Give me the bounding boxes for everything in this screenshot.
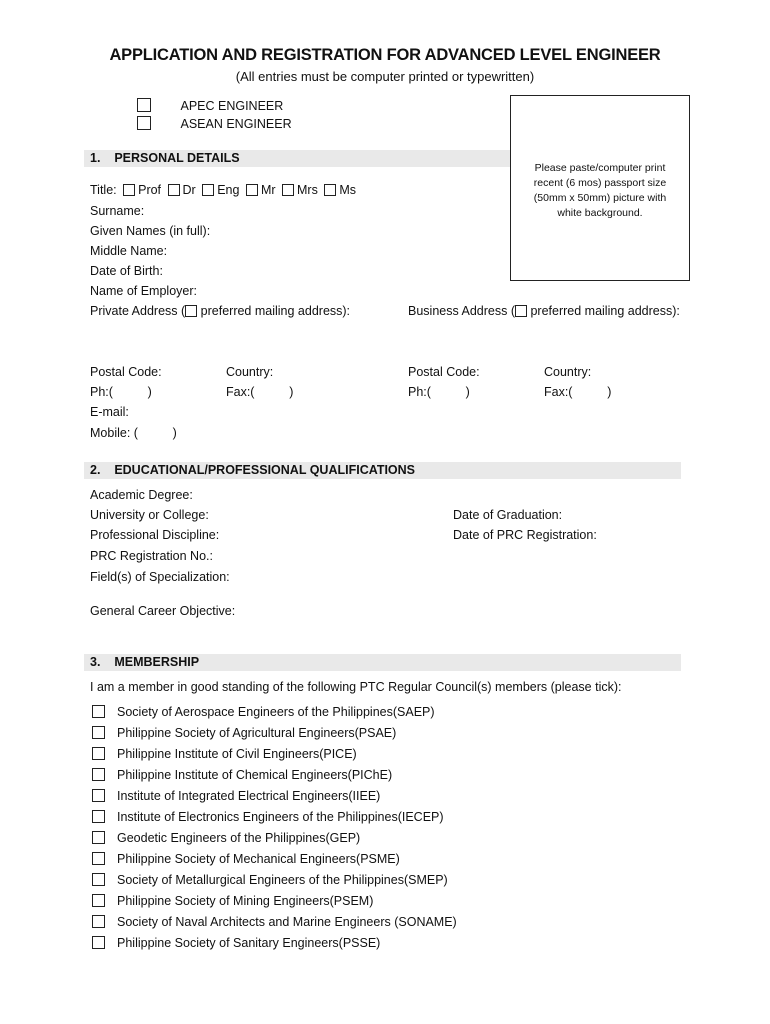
dr-label: Dr bbox=[182, 183, 196, 197]
prof-checkbox[interactable] bbox=[123, 184, 135, 196]
ms-checkbox[interactable] bbox=[324, 184, 336, 196]
membership-item[interactable] bbox=[92, 873, 448, 887]
membership-checkbox[interactable] bbox=[92, 936, 105, 949]
mr-checkbox[interactable] bbox=[246, 184, 258, 196]
apec-engineer-checkbox[interactable] bbox=[137, 98, 151, 112]
membership-item[interactable] bbox=[92, 852, 400, 866]
membership-item[interactable] bbox=[92, 705, 435, 719]
private-address-prefix: Private Address ( bbox=[90, 304, 186, 318]
mrs-label: Mrs bbox=[297, 183, 318, 197]
business-phone-label: Ph:( ) bbox=[408, 385, 470, 399]
qualifications-heading: 2. EDUCATIONAL/PROFESSIONAL QUALIFICATIONS bbox=[90, 463, 416, 477]
form-title: APPLICATION AND REGISTRATION FOR ADVANCED LEVEL ENGINEER bbox=[109, 46, 661, 64]
membership-item[interactable] bbox=[92, 726, 396, 740]
title-label: Title: bbox=[90, 183, 117, 197]
membership-intro: I am a member in good standing of the following PTC Regular Council(s) members (please tick): bbox=[90, 680, 622, 694]
membership-checkbox[interactable] bbox=[92, 810, 105, 823]
membership-item[interactable] bbox=[92, 789, 380, 803]
membership-checkbox[interactable] bbox=[92, 873, 105, 886]
asean-engineer-option[interactable] bbox=[137, 116, 292, 131]
private-postal-code-label: Postal Code: bbox=[90, 365, 162, 379]
membership-label: Geodetic Engineers of the Philippines(GEP) bbox=[117, 831, 361, 845]
membership-label: Philippine Society of Mechanical Engineers(PSME) bbox=[117, 852, 400, 866]
discipline-label: Professional Discipline: bbox=[90, 528, 220, 542]
eng-label: Eng bbox=[217, 183, 240, 197]
business-postal-code-label: Postal Code: bbox=[408, 365, 480, 379]
apec-engineer-label: APEC ENGINEER bbox=[180, 99, 284, 113]
membership-item[interactable] bbox=[92, 936, 380, 950]
business-address-checkbox[interactable] bbox=[515, 305, 527, 317]
membership-item[interactable] bbox=[92, 894, 373, 908]
business-address-prefix: Business Address ( bbox=[408, 304, 515, 318]
private-address-suffix: preferred mailing address): bbox=[197, 304, 351, 318]
university-label: University or College: bbox=[90, 508, 209, 522]
dob-label: Date of Birth: bbox=[90, 264, 163, 278]
membership-item[interactable] bbox=[92, 915, 457, 929]
academic-degree-label: Academic Degree: bbox=[90, 488, 193, 502]
prof-label: Prof bbox=[138, 183, 162, 197]
membership-checkbox[interactable] bbox=[92, 831, 105, 844]
date-graduation-label: Date of Graduation: bbox=[453, 508, 563, 522]
employer-label: Name of Employer: bbox=[90, 284, 197, 298]
private-address-checkbox[interactable] bbox=[185, 305, 197, 317]
eng-checkbox[interactable] bbox=[202, 184, 214, 196]
private-address-row bbox=[90, 304, 350, 318]
prc-no-label: PRC Registration No.: bbox=[90, 549, 213, 563]
business-address-suffix: preferred mailing address): bbox=[527, 304, 680, 318]
email-label: E-mail: bbox=[90, 405, 129, 419]
membership-item[interactable] bbox=[92, 747, 357, 761]
membership-item[interactable] bbox=[92, 810, 444, 824]
apec-engineer-option[interactable] bbox=[137, 98, 283, 113]
membership-label: Institute of Integrated Electrical Engineers(IIEE) bbox=[117, 789, 381, 803]
photo-box[interactable] bbox=[510, 95, 690, 281]
mobile-label: Mobile: ( ) bbox=[90, 426, 177, 440]
career-objective-label: General Career Objective: bbox=[90, 604, 236, 618]
membership-label: Philippine Institute of Chemical Engineers(PIChE) bbox=[117, 768, 393, 782]
business-country-label: Country: bbox=[544, 365, 592, 379]
membership-checkbox[interactable] bbox=[92, 852, 105, 865]
middle-name-label: Middle Name: bbox=[90, 244, 168, 258]
date-prc-label: Date of PRC Registration: bbox=[453, 528, 597, 542]
membership-label: Society of Metallurgical Engineers of the Philippines(SMEP) bbox=[117, 873, 448, 887]
mr-label: Mr bbox=[260, 183, 276, 197]
surname-label: Surname: bbox=[90, 204, 145, 218]
given-names-label: Given Names (in full): bbox=[90, 224, 211, 238]
form-subtitle: (All entries must be computer printed or typewritten) bbox=[235, 69, 535, 84]
membership-checkbox[interactable] bbox=[92, 915, 105, 928]
membership-checkbox[interactable] bbox=[92, 705, 105, 718]
business-fax-label: Fax:( ) bbox=[544, 385, 612, 399]
membership-label: Philippine Society of Mining Engineers(PSEM) bbox=[117, 894, 374, 908]
membership-label: Philippine Society of Sanitary Engineers(PSSE) bbox=[117, 936, 381, 950]
title-row bbox=[90, 183, 359, 197]
membership-label: Society of Aerospace Engineers of the Philippines(SAEP) bbox=[117, 705, 435, 719]
mrs-checkbox[interactable] bbox=[282, 184, 294, 196]
membership-checkbox[interactable] bbox=[92, 789, 105, 802]
membership-label: Society of Naval Architects and Marine Engineers (SONAME) bbox=[117, 915, 457, 929]
photo-instructions: Please paste/computer print recent (6 mos) passport size (50mm x 50mm) picture with white background. bbox=[533, 162, 667, 219]
membership-label: Philippine Institute of Civil Engineers(PICE) bbox=[117, 747, 357, 761]
membership-label: Philippine Society of Agricultural Engineers(PSAE) bbox=[117, 726, 397, 740]
membership-checkbox[interactable] bbox=[92, 726, 105, 739]
private-fax-label: Fax:( ) bbox=[226, 385, 294, 399]
personal-details-heading: 1. PERSONAL DETAILS bbox=[90, 151, 240, 165]
private-phone-label: Ph:( ) bbox=[90, 385, 152, 399]
membership-checkbox[interactable] bbox=[92, 894, 105, 907]
membership-item[interactable] bbox=[92, 768, 392, 782]
membership-checkbox[interactable] bbox=[92, 768, 105, 781]
membership-item[interactable] bbox=[92, 831, 360, 845]
membership-checkbox[interactable] bbox=[92, 747, 105, 760]
asean-engineer-checkbox[interactable] bbox=[137, 116, 151, 130]
private-country-label: Country: bbox=[226, 365, 274, 379]
dr-checkbox[interactable] bbox=[168, 184, 180, 196]
membership-label: Institute of Electronics Engineers of the Philippines(IECEP) bbox=[117, 810, 444, 824]
business-address-row bbox=[408, 304, 680, 318]
specialization-label: Field(s) of Specialization: bbox=[90, 570, 230, 584]
asean-engineer-label: ASEAN ENGINEER bbox=[180, 117, 292, 131]
ms-label: Ms bbox=[339, 183, 356, 197]
membership-heading: 3. MEMBERSHIP bbox=[90, 655, 200, 669]
